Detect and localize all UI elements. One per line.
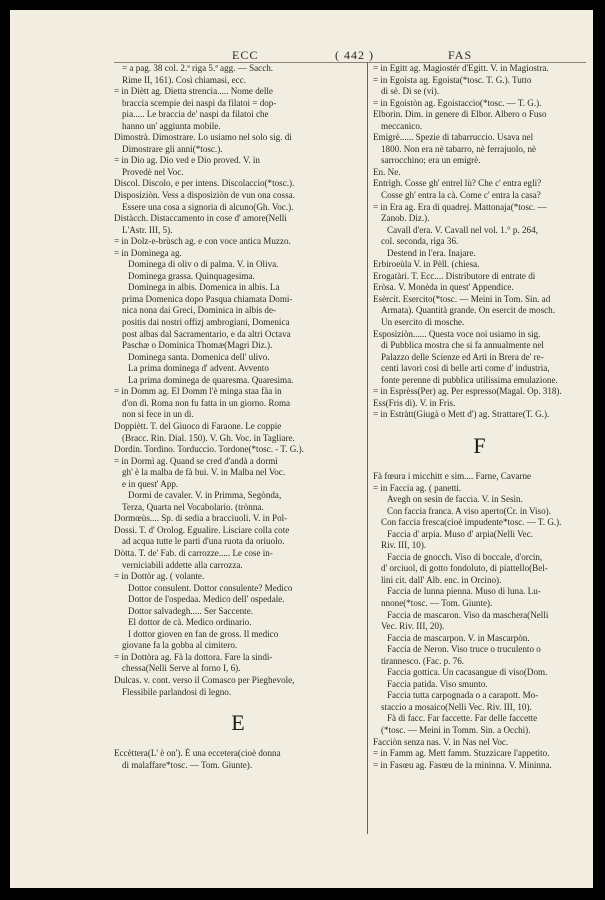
entry-line: Dormœùs.... Sp. di sedia a bracciuoli. V. in Pol- (114, 513, 288, 524)
entry-line: = in Dormì ag. Quand se cred d'andà a dormì (114, 455, 278, 466)
section-spacer (114, 698, 362, 706)
entry-line: Faccia d' arpia. Muso d' arpia(Nelli Vec. (387, 528, 534, 539)
entry-line: En. Ne. (373, 166, 401, 177)
entry-line: Fà di facc. Far faccette. Far delle faccette (387, 713, 538, 724)
entry-line: di Pubblica mostra che si fa annualmente nel (381, 340, 544, 351)
entry-line: e in quest' App. (122, 478, 179, 489)
entry-line: Faccia de mascarpon. V. in Mascarpòn. (387, 632, 530, 643)
entry-line: (Bracc. Rin. Dial. 150). V. Gh. Voc. in Tagliare. (122, 432, 295, 443)
entry-line: Esèrcit. Esercito(*tosc. — Meini in Tom. Sin. ad (373, 293, 551, 304)
entry-line: La prima domìnega de quaresma. Quaresima. (128, 374, 294, 385)
entry-line: ad acqua tutte le parti d'una ruota da oriuolo. (122, 536, 285, 547)
entry-line: staccio a mosaico(Nelli Vec. Riv. III, 10). (381, 701, 532, 712)
entry-line: Doppiètt. T. del Giuoco di Faraone. Le coppie (114, 420, 282, 431)
entry-line: = in Dottòra ag. Fà la dottora. Fare la sindi- (114, 651, 273, 662)
document-page (10, 10, 593, 888)
entry-line: = a pag. 38 col. 2.ª riga 5.ª agg. — Sacch. (122, 63, 274, 73)
entry-line: 1800. Non era nè tabarro, nè ferrajuolo, nè (381, 143, 537, 154)
entry-line: chessa(Nelli Serve al forno I, 6). (122, 663, 241, 674)
entry-line: = in Famm ag. Mett famm. Stuzzicare l'appetito. (373, 748, 550, 759)
entry-line: Discol. Discolo, e per intens. Discolaccio(*tosc.). (114, 178, 295, 189)
entry-line: Dòtta. T. de' Fab. di carrozze..... Le cose in- (114, 547, 273, 558)
entry-line: Faccia de gnocch. Viso di boccale, d'orcin, (387, 551, 543, 562)
entry-line: Dottor salvadegh..... Ser Saccente. (128, 605, 253, 616)
running-head-right: FAS (448, 48, 473, 62)
entry-line: Erogatàri. T. Ecc.... Distributore di entrate di (373, 270, 536, 281)
entry-line: Avegh on sesin de faccia. V. in Sesìn. (387, 494, 523, 505)
entry-line: d' orciuol, di gotto fondoluto, di piattello(Bel- (381, 563, 548, 574)
entry-line: Distàcch. Distaccamento in cose d' amore(Nelli (114, 213, 287, 224)
entry-line: Essere una cosa a signoria di alcuno(Gh. Voc.). (122, 201, 294, 212)
entry-line: Domìnega in albis. Domenica in albis. La (128, 282, 280, 293)
entry-line: pia..... Le braccia de' naspi da filatoi che (122, 109, 269, 120)
entry-line: tirannesco. (Fac. p. 76. (381, 655, 465, 666)
entry-line: nica nona dai Greci, Dominica in albis de- (122, 305, 277, 316)
entry-line: = in Dottòr ag. ( volante. (114, 571, 205, 582)
entry-line: Fà fœura i micchitt e sim.... Farne, Cavarne (373, 470, 532, 481)
entry-line: Domìnega di oliv o di palma. V. in Oliva. (128, 259, 279, 270)
section-spacer (373, 463, 586, 471)
entry-line: Dossi. T. d' Orolog. Egualire. Lisciare colla cote (114, 524, 290, 535)
page-number: ( 442 ) (335, 48, 374, 62)
entry-line: = in Egoistòn ag. Egoistaccio(*tosc. — T. G.). (373, 97, 542, 108)
entry-line: Terza, Quarta nel Vocabolario. (trònna. (122, 501, 264, 512)
entry-line: giovane fa la gobba al cimitero. (122, 640, 238, 651)
entry-line: non si fece in un dì. (122, 409, 194, 420)
entry-line: = in Domm ag. El Domm l'è minga staa fàa in (114, 386, 282, 397)
entry-line: Dottor de l'ospedaa. Medico dell' ospedale. (128, 594, 285, 605)
entry-line: prima Domenica dopo Pasqua chiamata Domi- (122, 293, 293, 304)
entry-line: Dormì de cavaler. V. in Primma, Segònda, (128, 490, 282, 501)
right-column (373, 63, 586, 833)
entry-line: (*tosc. — Meini in Tomm. Sin. a Occhi). (381, 724, 531, 735)
entry-line: post albas dal Sacramentario, e da altri Octava (122, 328, 291, 339)
entry-line: Dimostrà. Dimostrare. Lo usiamo nel solo sig. di (114, 132, 292, 143)
column-divider (367, 62, 368, 834)
entry-line: Provedè nel Voc. (122, 166, 184, 177)
entry-line: Emigrè...... Spezie di tabarruccio. Usava nel (373, 132, 534, 143)
entry-line: Rime II, 161). Così chiamasi, ecc. (122, 74, 246, 85)
entry-line: gh' è la malba de fà bui. V. in Malba nel Voc. (122, 467, 286, 478)
entry-line: = in Egoìsta ag. Egoista(*tosc. T. G.). Tutto (373, 74, 532, 85)
entry-line: Elborìn. Dim. in genere di Elbor. Albero o Fuso (373, 109, 547, 120)
section-spacer (373, 421, 586, 429)
entry-line: Eccèttera(L' è on'). È una eccetera(cioè donna (114, 748, 281, 759)
entry-line: Ess(Fris di). V. in Fris. (373, 397, 456, 408)
entry-line: Dordin. Tordino. Torduccio. Tordone(*tosc. - T. G.). (114, 444, 304, 455)
entry-line: Dimostrare gli anni(*tosc.). (122, 143, 223, 154)
entry-line: Erbiroeùla V. in Pèll. (chiesa. (373, 259, 480, 270)
section-spacer (114, 740, 362, 748)
entry-line: = in Egitt ag. Magiostér d'Egitt. V. in Magiostra. (373, 63, 549, 73)
entry-line: Faccia patida. Viso smunto. (387, 678, 488, 689)
entry-line: centi lavori così di belle arti come d' industria, (381, 363, 550, 374)
entry-line: d'on dì. Roma non fu fatta in un giorno. Roma (122, 397, 291, 408)
entry-line: = in Esprèss(Per) ag. Per espresso(Magal. Op. 318). (373, 386, 562, 397)
entry-line: meccanico. (381, 120, 423, 131)
entry-line: L'Astr. III, 5). (122, 224, 173, 235)
entry-line: verniciabili addette alla carrozza. (122, 559, 243, 570)
entry-line: Faccia de mascaron. Viso da maschera(Nelli (387, 609, 549, 620)
entry-line: = in Domìnega ag. (114, 247, 182, 258)
entry-line: Flessibile parlandosi di legno. (122, 686, 232, 697)
entry-line: Domìnega grassa. Quinquagesima. (128, 270, 255, 281)
left-column (114, 63, 362, 833)
entry-line: Esposiziòn...... Questa voce noi usiamo in sig. (373, 328, 541, 339)
entry-line: positis dai nostri offizj ambrogiani, Domenica (122, 317, 290, 328)
entry-line: Eròsa. V. Monèda in quest' Appendice. (373, 282, 514, 293)
entry-line: Disposiziòn. Vess a disposiziòn de vun ona cossa. (114, 190, 295, 201)
entry-line: El dottor de cà. Medico ordinario. (128, 617, 252, 628)
entry-line: Paschæ o Dominica Thomæ(Magri Diz.). (122, 340, 273, 351)
entry-line: I dottor gioven en fan de gross. Il medico (128, 628, 279, 639)
entry-line: Cosse gh' entra la cà. Come c' entra la casa? (381, 190, 541, 201)
entry-line: Zanob. Diz.). (381, 213, 430, 224)
entry-line: Vec. Riv. III, 20). (381, 621, 445, 632)
running-head-left: ECC (232, 48, 259, 62)
entry-line: Palazzo delle Scienze ed Arti in Brera de' re- (381, 351, 544, 362)
entry-line: Faccia tutta carpognada o a carapott. Mo- (387, 690, 539, 701)
entry-line: = in Era ag. Era di quadrej. Mattonaja(*tosc. — (373, 201, 547, 212)
entry-line: Facciòn senza nas. V. in Nas nel Voc. (373, 736, 509, 747)
entry-line: = in Fasœu ag. Fasœu de la mininna. V. Mininna. (373, 759, 552, 770)
entry-line: = in Diètt ag. Dietta strencia..... Nome delle (114, 86, 273, 97)
entry-line: Riv. III, 10). (381, 540, 427, 551)
entry-line: Destend in l'era. Inajare. (387, 247, 476, 258)
entry-line: Con faccia franca. A viso aperto(Cr. in Viso). (387, 505, 551, 516)
entry-line: hanno un' aggiunta mobile. (122, 120, 221, 131)
entry-line: lini cit. dall' Alb. enc. in Orcino). (381, 574, 502, 585)
entry-line: braccia scempie dei naspi da filatoi = dop- (122, 97, 277, 108)
entry-line: = in Estràtt(Giugà o Mett d') ag. Strattare(T. G.). (373, 409, 550, 420)
entry-line: Armata). Quantità grande. On esercit de mosch. (381, 305, 555, 316)
entry-line: Un esercito di mosche. (381, 317, 465, 328)
entry-line: Faccia gottica. Un cacasangue di viso(Dom. (387, 667, 548, 678)
entry-line: fonte perenne di pubblica utilissima emulazione. (381, 374, 558, 385)
entry-line: nnone(*tosc. — Tom. Giunte). (381, 597, 493, 608)
entry-line: = in Faccia ag. ( panetti. (373, 482, 462, 493)
section-letter: E (231, 710, 245, 736)
entry-line: sarrocchino; era un emigrè. (381, 155, 481, 166)
entry-line: = in Dolz-e-brùsch ag. e con voce antica Muzzo. (114, 236, 291, 247)
entry-line: Faccia de Neron. Viso truce o truculento o (387, 644, 541, 655)
entry-line: La prima domìnega d' advent. Avvento (128, 363, 269, 374)
entry-line: = in Dio ag. Dio ved e Dio proved. V. in (114, 155, 260, 166)
entry-line: Con faccia fresca(cioè impudente*tosc. — T. G.). (381, 517, 562, 528)
entry-line: di malaffare*tosc. — Tom. Giunte). (122, 759, 253, 770)
entry-line: Entrìgh. Cosse gh' entrel lù? Che c' entra egli? (373, 178, 542, 189)
section-letter: F (473, 432, 486, 458)
entry-line: Dulcas. v. cont. verso il Comasco per Pieghevole, (114, 674, 295, 685)
entry-line: Cavall d'era. V. Cavall nel vol. 1.° p. 264, (387, 224, 538, 235)
entry-line: Faccia de lunna pienna. Muso di luna. Lu- (387, 586, 541, 597)
entry-line: di sè. Di se (vi). (381, 86, 440, 97)
entry-line: Domìnega santa. Domenica dell' ulivo. (128, 351, 270, 362)
entry-line: Dottor consulent. Dottor consulente? Medico (128, 582, 293, 593)
entry-line: col. seconda, riga 36. (381, 236, 459, 247)
